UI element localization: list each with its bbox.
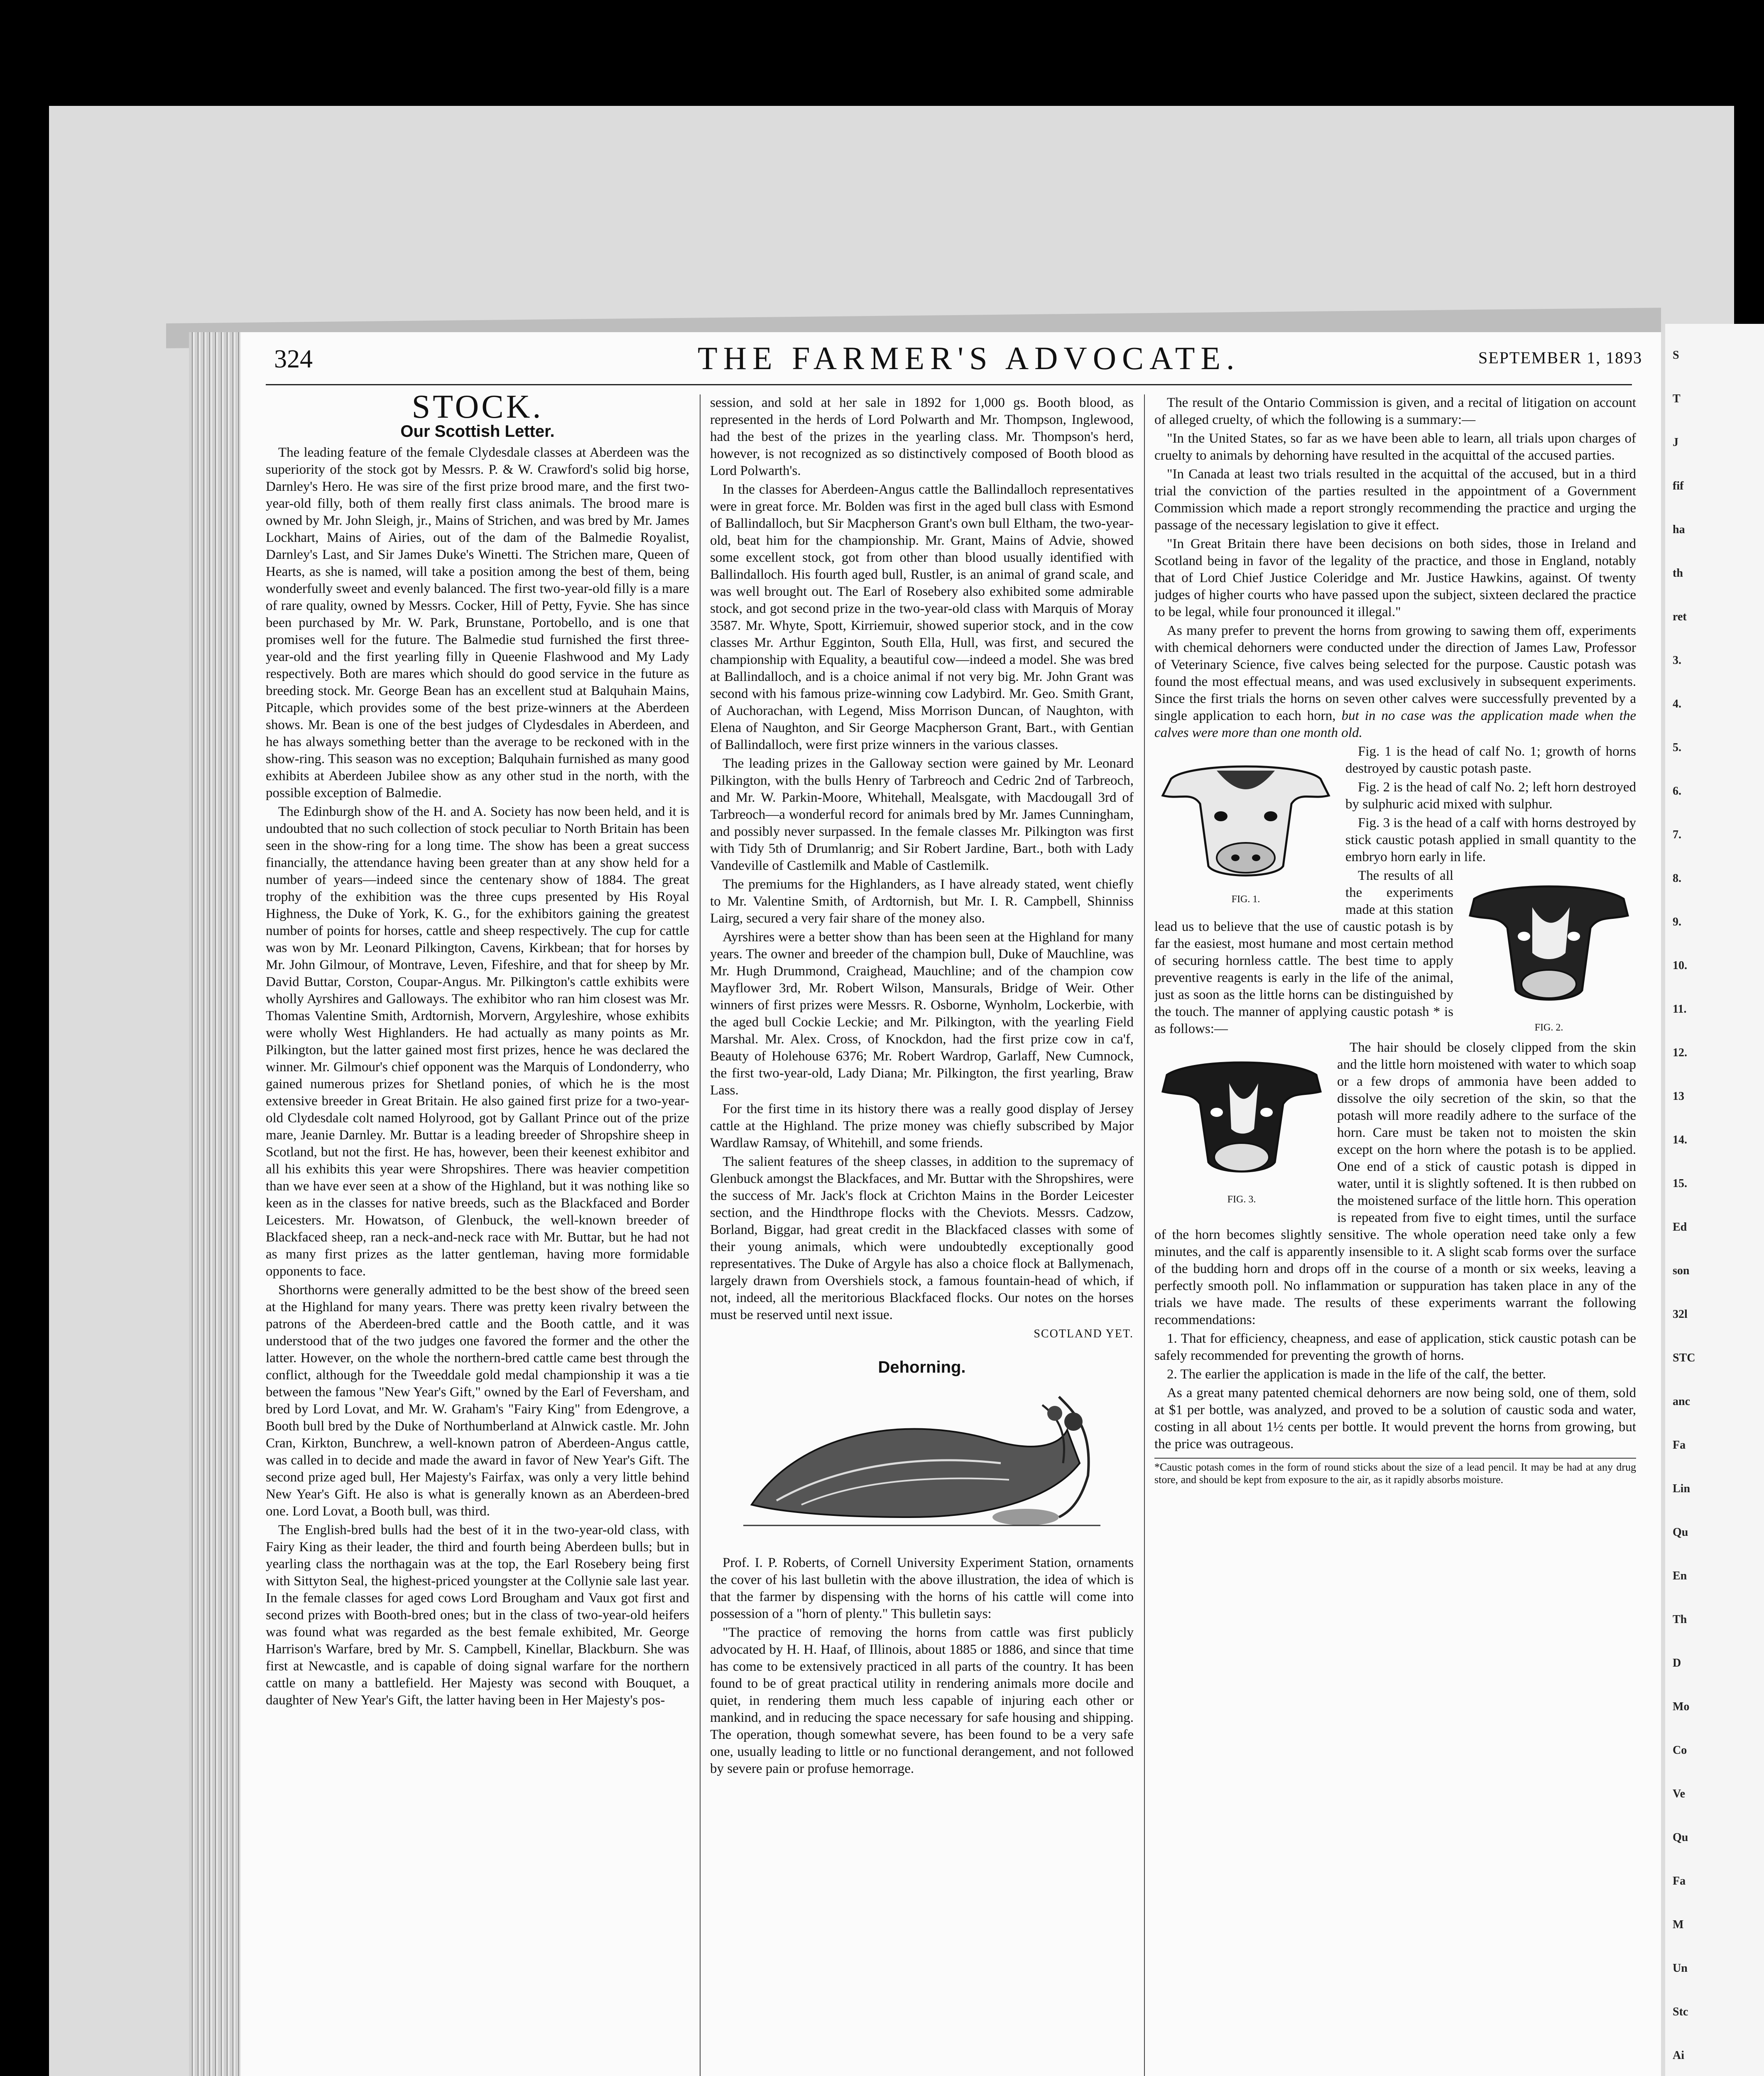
paragraph: session, and sold at her sale in 1892 for 1,000 gs. Booth blood, as represented in the herds of Lord Polwarth and Mr. Thompson, Inglewood, had the best of the prizes in the yearling class. Mr. Thompson's herd, however, is not recognized as so distinctively composed of Booth blood as Lord Polwarth's. [710, 395, 1134, 478]
facing-page-fragment-text: 6. [1673, 785, 1681, 798]
facing-page-fragment-text: Fa [1673, 1875, 1686, 1887]
issue-date: SEPTEMBER 1, 1893 [1478, 348, 1643, 367]
page-header [241, 332, 1661, 386]
paragraph: The hair should be closely clipped from the skin and the little horn moistened with water to which soap or a few drops of ammonia have been added to dissolve the oily secretion of the skin, so that the potash will more readily adhere to the surface of the horn. Care must be taken not to moisten the skin except on the horn where the potash is to be applied. One end of a stick of caustic potash is dipped in water, until it is slightly softened. It is then rubbed on the moistened surface of the little horn. This operation is repeated from five to eight times, until the surface of the horn becomes slightly sensitive. The whole operation need take only a few minutes, and the calf is apparently insensible to it. A slight scab forms over the surface of the budding horn and drops off in the course of a month or six weeks, leaving a perfectly smooth poll. No inflammation or suppuration has taken place in any of the trials we have made. The results of these experiments warrant the following recommendations: [1154, 1040, 1636, 1327]
paragraph: As a great many patented chemical dehorners are now being sold, one of them, sold at $1 per bottle, was analyzed, and proved to be a solution of caustic soda and water, costing in all about 1½ cents per bottle. It would prevent the horns from growing, but the price was outrageous. [1154, 1386, 1636, 1452]
facing-page-fragment-text: anc [1673, 1395, 1690, 1408]
facing-page-fragment-text: Co [1673, 1744, 1687, 1757]
book-spine [189, 332, 243, 2076]
horn-of-plenty-illustration [735, 1380, 1109, 1546]
facing-page-fragment-text: S [1673, 349, 1679, 362]
figure-caption: FIG. 2. [1534, 1022, 1563, 1033]
figure-caption: FIG. 3. [1227, 1194, 1256, 1205]
facing-page-fragment-text: Qu [1673, 1526, 1688, 1539]
paragraph: The results of all the experiments made at this station lead us to believe that the use of caustic potash is by far the easiest, most humane and most certain method of securing hornless cattle. The best time to apply preventive reagents is early in the life of the animal, just as soon as the little horns can be distinguished by the touch. The manner of applying caustic potash * is as follows:— [1154, 868, 1453, 1036]
facing-page-fragment-text: Un [1673, 1962, 1688, 1975]
facing-page-fragment-text: 13 [1673, 1090, 1684, 1103]
facing-page-fragment-text: En [1673, 1569, 1687, 1582]
column-1 [266, 394, 689, 2076]
facing-page-fragment-text: 5. [1673, 741, 1681, 754]
signature: SCOTLAND YET. [1034, 1327, 1134, 1340]
facing-page-fragment-text: fif [1673, 480, 1684, 492]
paragraph: The leading prizes in the Galloway section were gained by Mr. Leonard Pilkington, with the bulls Henry of Tarbreoch and Cedric 2nd of Tarbreoch, and Mr. W. Parkin-Moore, Whitehall, Mealsgate, with Macdougall 3rd of Tarbreoch—a wonderful record for animals bred by Mr. James Cunningham, and possibly never surpassed. In the female classes Mr. Pilkington was first with Tidy 5th of Drumlanrig; and Sir Robert Jardine, Bart., both with Lady Vandeville of Castlemilk and Mable of Castlemilk. [710, 756, 1134, 873]
facing-page-fragment-text: Ve [1673, 1787, 1686, 1800]
section-head-stock: STOCK. [412, 394, 544, 425]
facing-page-fragment-text: Lin [1673, 1482, 1690, 1495]
paragraph: Fig. 1 is the head of calf No. 1; growth of horns destroyed by caustic potash paste. [1345, 744, 1636, 776]
newspaper-page [241, 332, 1661, 2076]
figure-1 [1154, 746, 1337, 908]
calf-head-fig2-icon [1462, 870, 1636, 1011]
page-number: 324 [274, 345, 313, 373]
paragraph: "In the United States, so far as we have been able to learn, all trials upon charges of cruelty to animals by dehorning have resulted in the acquittal of the accused parties. [1154, 431, 1636, 463]
paragraph: "In Canada at least two trials resulted in the acquittal of the accused, but in a third trial the conviction of the parties resulted in the appointment of a Government Commission which made a report strongly recommending the practice and urging the passage of the necessary legislation to give it effect. [1154, 467, 1636, 533]
facing-page-fragment-text: M [1673, 1918, 1684, 1931]
paragraph: "In Great Britain there have been decisions on both sides, those in Ireland and Scotland being in favor of the legality of the practice, and those in England, notably that of Lord Chief Justice Coleridge and Mr. Justice Hawkins, against. Of twenty judges of higher courts who have passed upon the subject, sixteen declared the practice to be legal, while four pronounced it illegal." [1154, 536, 1636, 619]
facing-page-fragment-text: Mo [1673, 1700, 1690, 1713]
column-divider [700, 394, 701, 2076]
calf-head-fig3-icon [1154, 1042, 1329, 1183]
facing-page-fragment-text: 11. [1673, 1003, 1687, 1016]
masthead: THE FARMER'S ADVOCATE. [698, 340, 1240, 376]
figure-caption: FIG. 1. [1231, 894, 1260, 905]
paragraph: Fig. 3 is the head of a calf with horns destroyed by stick caustic potash applied in small quantity to the embryo horn early in life. [1345, 815, 1636, 864]
facing-page-fragment-text: ha [1673, 523, 1685, 536]
italic-clause: but in no case was the application made when the calves were more than one month old. [1154, 708, 1636, 740]
figure-3 [1154, 1042, 1329, 1208]
column-2 [710, 394, 1134, 2076]
paragraph: Prof. I. P. Roberts, of Cornell University Experiment Station, ornaments the cover of his last bulletin with the above illustration, the idea of which is that the farmer by dispensing with the horns of his cattle will come into possession of a "horn of plenty." This bulletin says: [710, 1555, 1134, 1621]
facing-page-fragment-text: J [1673, 436, 1678, 449]
facing-page-fragment-text: 7. [1673, 828, 1681, 841]
facing-page-fragment-text: Fa [1673, 1439, 1686, 1452]
facing-page-fragment-text: 14. [1673, 1133, 1687, 1146]
paragraph-text: As many prefer to prevent the horns from growing to sawing them off, experiments with chemical dehorners were conducted under the direction of James Law, Professor of Veterinary Science, five calves being selected for the purpose. Caustic potash was found the most effectual means, and was used exclusively in subsequent experiments. Since the first trials the horns on seven other calves were successfully prevented by a single application to each horn, [1154, 623, 1636, 723]
paragraph: "The practice of removing the horns from cattle was first publicly advocated by H. H. Haaf, of Illinois, about 1885 or 1886, and since that time has come to be extensively practiced in all parts of the country. It has been found to be of great practical utility in rendering animals more docile and quiet, in rendering them much less capable of injuring each other or mankind, and in reducing the space necessary for safe housing and shipping. The operation, though somewhat severe, has been found to be a very safe one, usually leading to little or no functional derangement, and not followed by severe pain or profuse hemorrage. [710, 1625, 1134, 1776]
calf-head-fig1-icon [1154, 746, 1337, 883]
paragraph: 1. That for efficiency, cheapness, and ease of application, stick caustic potash can be safely recommended for preventing the growth of horns. [1154, 1331, 1636, 1363]
paragraph: The English-bred bulls had the best of it in the two-year-old class, with Fairy King as their leader, the third and fourth being Aberdeen bulls; but in yearling class the northagain was at the top, the Earl Rosebery being first with Sittyton Seal, the highest-priced youngster at the Collynie sale last year. In the female classes for aged cows Lord Brougham and Vaux got first and second prizes with Booth-bred ones; but in the class of two-year-old heifers was found what was regarded as the best female exhibited, Mr. George Harrison's Warfare, bred by Mr. S. Campbell, Kinellar, Blackburn. She was first at Newcastle, and is capable of doing signal warfare for the northern cattle on many a battlefield. Her Majesty was second with Bouquet, a daughter of New Year's Gift, the latter having been in Her Majesty's pos- [266, 1523, 689, 1708]
facing-page-fragment-text: 12. [1673, 1046, 1687, 1059]
header-rule [266, 384, 1632, 385]
facing-page-fragment-text: 10. [1673, 959, 1687, 972]
paragraph: The premiums for the Highlanders, as I have already stated, went chiefly to Mr. Valentine Smith, of Ardtornish, but Mr. I. R. Campbell, Shinniss Lairg, secured a very fair share of the money also. [710, 877, 1134, 926]
paragraph: The salient features of the sheep classes, in addition to the supremacy of Glenbuck amongst the Blackfaces, and Mr. Buttar with the Shropshires, were the success of Mr. Jack's flock at Crichton Mains in the Border Leicester section, and the Hindthrope flocks with the Cheviots. Messrs. Cadzow, Borland, Biggar, had great credit in the Blackfaced classes with some of their young animals, which were undoubtedly exceptionally good representatives. The Duke of Argyle has also a choice flock at Ballymenach, largely drawn from Overshiels stock, a famous fountain-head of which, if not, indeed, all the meritorious Blackfaced flocks. Our notes on the horses must be reserved until next issue. [710, 1154, 1134, 1322]
paragraph: Fig. 2 is the head of calf No. 2; left horn destroyed by sulphuric acid mixed with sulphur. [1345, 780, 1636, 812]
column-divider [1144, 394, 1145, 2076]
facing-page-fragment-text: 32l [1673, 1308, 1688, 1321]
facing-page-fragment [1665, 324, 1764, 2076]
paragraph: The Edinburgh show of the H. and A. Society has now been held, and it is undoubted that no such collection of stock peculiar to North Britain has been seen in the show-ring for a long time. The show has been a great success financially, the attendance having been greater than at any show held for a number of years—indeed since the centenary show of 1884. The great trophy of the exhibition was the three cups presented by His Royal Highness, the Duke of York, K. G., for the exhibitors gaining the greatest number of points for horses, cattle and sheep respectively. The cup for cattle was won by Mr. Leonard Pilkington, Cavens, Kirkbean; that for horses by Mr. John Gilmour, of Montrave, Leven, Fifeshire, and that for sheep by Mr. David Buttar, Corston, Coupar-Angus. Mr. Pilkington's cattle exhibits were wholly Ayrshires and Galloways. The exhibitor who ran him closest was Mr. Thomas Valentine Smith, Ardtornish, Morvern, Argyleshire, whose exhibits were wholly West Highlanders. He had actually as many points as Mr. Pilkington, but the latter gained most first prizes, hence he was declared the winner. Mr. Gilmour's chief opponent was the Marquis of Londonderry, who gained numerous prizes for Shetland ponies, of which he is the most extensive breeder in Great Britain. He also gained first prize for a two-year-old Clydesdale colt named Holyrood, got by Gallant Prince out of the prize mare, Jeanie Darnley. Mr. Buttar is a leading breeder of Shropshire sheep in Scotland, but not the first. He has, however, been their keenest exhibitor and all his exhibits this year were Shropshires. There was heavier competition than we have ever seen at a show of the Highland, but it was nothing like so keen as in the classes for native breeds, such as the Blackfaced and Border Leicesters. Mr. Howatson, of Glenbuck, the well-known breeder of Blackfaced sheep, ran a neck-and-neck race with Mr. Buttar, but he had not as many first prizes as the latter gentleman, having more formidable opponents to face. [266, 804, 689, 1279]
article-title-scottish-letter: Our Scottish Letter. [400, 422, 555, 441]
facing-page-fragment-text: 8. [1673, 872, 1681, 885]
paragraph [1154, 622, 1636, 742]
facing-page-fragment-text: son [1673, 1264, 1690, 1277]
paragraph: 2. The earlier the application is made in the life of the calf, the better. [1167, 1367, 1546, 1382]
column-3 [1154, 394, 1636, 2076]
facing-page-fragment-text: Th [1673, 1613, 1687, 1626]
facing-page-fragment-text: T [1673, 392, 1681, 405]
facing-page-fragment-text: 15. [1673, 1177, 1687, 1190]
paragraph: The leading feature of the female Clydesdale classes at Aberdeen was the superiority of the stock got by Messrs. P. & W. Crawford's solid big horse, Darnley's Hero. He was sire of the first prize brood mare, and the first two-year-old filly, both of them really first class animals. The brood mare is owned by Mr. John Sleigh, jr., Mains of Strichen, and was bred by Mr. James Lockhart, Mains of Airies, out of the dam of the Balmedie Royalist, Darnley's Last, and Sir James Duke's Winetti. The Strichen mare, Queen of Hearts, as she is named, will take a position among the best of them, being wonderfully sweet and evenly balanced. The first two-year-old filly is a mare of rare quality, owned by Messrs. Cocker, Hill of Petty, Fyvie. She has since been purchased by Mr. W. Park, Brunstane, Portobello, and is one that promises well for the future. The Balmedie stud furnished the first three-year-old and the first yearling filly in Queenie Flashwood and My Lady respectively. Both are mares which should do good service in the future as breeding stock. Mr. George Bean has an excellent stud at Balquhain Mains, Pitcaple, which provides some of the best prize-winners at the Aberdeen shows. Mr. Bean is one of the best judges of Clydesdales in Aberdeen, and he has always something better than the average to be reckoned with in the show-ring. This season was no exception; Balquhain furnished as many good exhibits at Aberdeen Jubilee show as any other stud in the north, with the possible exception of Balmedie. [266, 445, 689, 801]
article-title-dehorning: Dehorning. [878, 1358, 966, 1376]
paragraph: Ayrshires were a better show than has been seen at the Highland for many years. The owner and breeder of the champion bull, Duke of Mauchline, was Mr. Hugh Drummond, Craighead, Mauchline; and of the champion cow Mayflower 3rd, Mr. Robert Wilson, Mansurals, Bridge of Weir. Other winners of first prizes were Messrs. R. Osborne, Wynholm, Lockerbie, with the aged bull Cockie Leckie; and Mr. Pilkington, with the yearling Field Marshal. Mr. Alex. Cross, of Knockdon, had the first prize cow in ca'f, Beauty of Holehouse 6376; Mr. Robert Wardrop, Garlaff, New Cumnock, the first two-year-old, Lady Diana; Mr. Pilkington, the first yearling, Braw Lass. [710, 930, 1134, 1098]
facing-page-fragment-text: Ai [1673, 2049, 1684, 2062]
paragraph: For the first time in its history there was a really good display of Jersey cattle at the Highland. The prize money was chiefly subscribed by Major Wardlaw Ramsay, of Whitehill, and some friends. [710, 1102, 1134, 1151]
paragraph: In the classes for Aberdeen-Angus cattle the Ballindalloch representatives were in great force. Mr. Bolden was first in the aged bull class with Esmond of Ballindalloch, but Sir Macpherson Grant's own bull Eltham, the two-year-old, beat him for the championship. Mr. Grant, Mains of Advie, showed some excellent stock, got from other than blood usually identified with Ballindalloch. His fourth aged bull, Rustler, is an animal of grand scale, and was well brought out. The Earl of Rosebery also exhibited some admirable stock, and got second prize in the two-year-old class with Marquis of Moray 3587. Mr. Whyte, Spott, Kirriemuir, showed superior stock, and in the cow classes Mr. Arthur Egginton, South Ella, Hull, was first, and secured the championship with Equality, a beautiful cow—indeed a model. She was bred at Ballindalloch, and is a choice animal if not very big. Mr. John Grant was second with his famous prize-winning cow Ladybird. Mr. Geo. Smith Grant, of Auchorachan, with Legend, Miss Morrison Duncan, of Naughton, with Elena of Naughton, and Sir George Macpherson Grant, Bart., with Gentian of Ballindalloch, were first prize winners in the various classes. [710, 482, 1134, 752]
facing-page-fragment-text: Qu [1673, 1831, 1688, 1844]
footnote: *Caustic potash comes in the form of round sticks about the size of a lead pencil. It may be had at any drug store, and should be kept from exposure to the air, as it rapidly absorbs moisture. [1154, 1458, 1636, 1486]
facing-page-fragment-text: 9. [1673, 916, 1681, 928]
facing-page-fragment-text: Ed [1673, 1221, 1687, 1234]
facing-page-fragment-text: ret [1673, 610, 1687, 623]
figure-2 [1462, 870, 1636, 1036]
paragraph: The result of the Ontario Commission is given, and a recital of litigation on account of alleged cruelty, of which the following is a summary:— [1154, 395, 1636, 427]
facing-page-fragment-text: Stc [1673, 2005, 1688, 2018]
facing-page-fragment-text: D [1673, 1657, 1681, 1670]
facing-page-fragment-text: th [1673, 567, 1683, 580]
facing-page-fragment-text: 3. [1673, 654, 1681, 667]
paragraph: Shorthorns were generally admitted to be the best show of the breed seen at the Highland for many years. There was pretty keen rivalry between the patrons of the Aberdeen-bred cattle and the Booth cattle, and it was understood that of the two judges one favored the former and the other the latter. However, on the whole the northern-bred cattle came best through the conflict, although for the Tweeddale gold medal championship it was a tie between the famous "New Year's Gift," owned by the Earl of Feversham, and bred by Lord Lovat, and Mr. W. Graham's "Fairy King" from Edengrove, a Booth bull bred by the Duke of Northumberland at Alnwick castle. Mr. John Cran, Kirkton, Bunchrew, a well-known patron of Aberdeen-Angus cattle, was called in to decide and made the award in favor of New Year's Gift. The second prize aged bull, Her Majesty's Fairfax, was only a very little behind New Year's Gift. He also is what is generally known as an Aberdeen-bred one. Lord Lovat, a Booth bull, was third. [266, 1283, 689, 1519]
facing-page-fragment-text: STC [1673, 1351, 1695, 1364]
facing-page-fragment-text: 4. [1673, 698, 1681, 710]
